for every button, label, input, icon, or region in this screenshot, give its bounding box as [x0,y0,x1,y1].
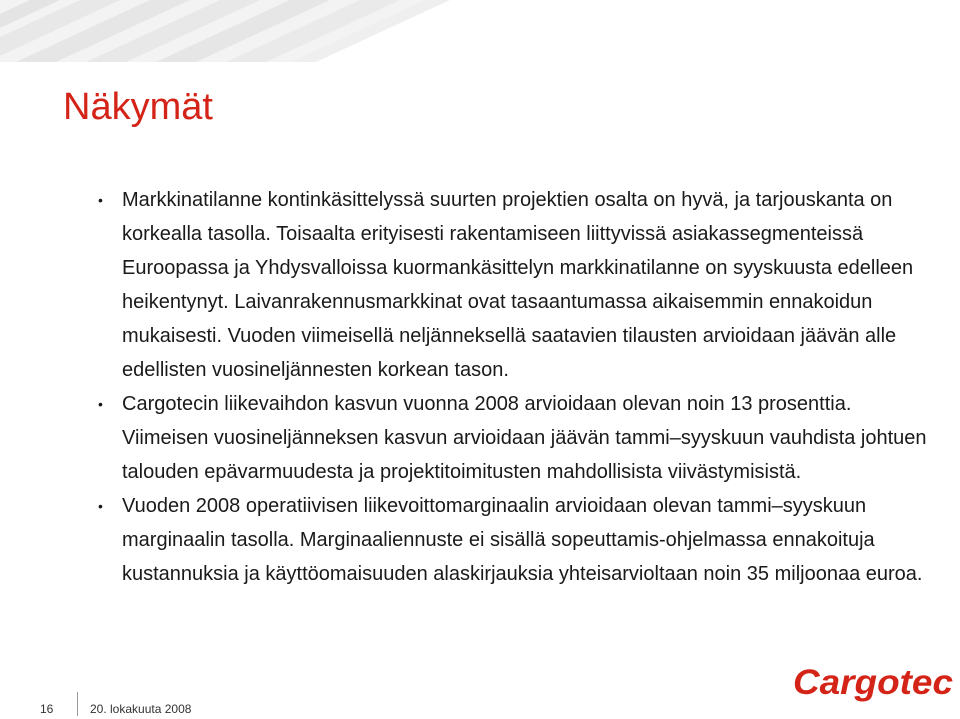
cargotec-logo-graphic [793,660,956,704]
bullet-dot-icon: • [98,192,103,208]
bullet-item [98,489,938,591]
cargotec-logo [793,660,956,704]
header-stripes [0,0,960,62]
bullet-dot-icon: • [98,498,103,514]
footer-date: 20. lokakuuta 2008 [90,702,192,716]
bullet-text: Markkinatilanne kontinkäsittelyssä suurten projektien osalta on hyvä, ja tarjouskanta on korkealla tasolla. Toisaalta erityisesti rakentamiseen liittyvissä asiakassegmenteissä Euroopassa ja Yhdysvalloissa kuormankäsittelyn markkinatilanne on syyskuusta edelleen heikentynyt. Laivanrakennusmarkkinat ovat tasaantumassa aikaisemmin ennakoidun mukaisesti. Vuoden viimeisellä neljänneksellä saatavien tilausten arvioidaan jäävän alle edellisten vuosineljännesten korkean tason. [122,189,914,381]
bullet-item [98,183,938,387]
page-number: 16 [40,702,54,716]
bullet-dot-icon: • [98,396,103,412]
bullet-text: Cargotecin liikevaihdon kasvun vuonna 2008 arvioidaan olevan noin 13 prosenttia. Viimeisen vuosineljänneksen kasvun arvioidaan jäävän tammi–syyskuun vauhdista johtuen talouden epävarmuudesta ja projektitoimitusten mahdollisista viivästymisistä. [122,393,927,483]
decorative-stripes-graphic [0,0,960,62]
page-title: Näkymät [63,86,213,128]
svg-text:Cargotec: Cargotec [793,663,953,702]
bullet-list [98,183,938,591]
footer-divider [77,692,78,716]
bullet-item [98,387,938,489]
bullet-text: Vuoden 2008 operatiivisen liikevoittomarginaalin arvioidaan olevan tammi–syyskuun marginaalin tasolla. Marginaaliennuste ei sisällä sopeuttamis-ohjelmassa ennakoituja kustannuksia ja käyttöomaisuuden alaskirjauksia yhteisarvioltaan noin 35 miljoonaa euroa. [122,495,923,585]
